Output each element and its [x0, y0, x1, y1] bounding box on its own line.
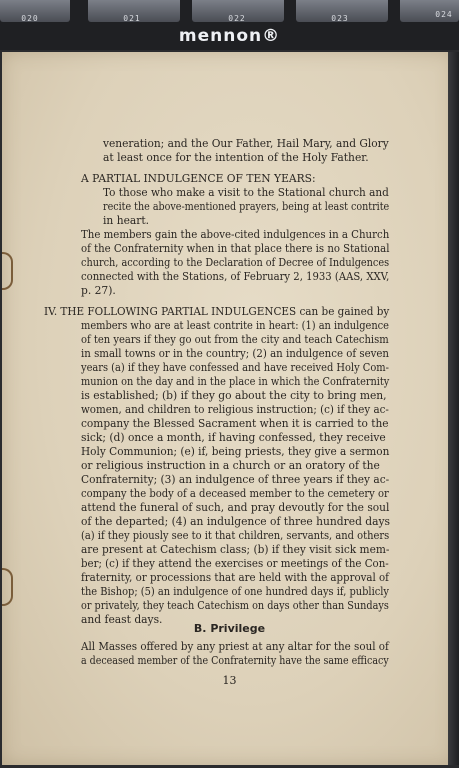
text-line: the Bishop; (5) an indulgence of one hundred days if, publicly — [81, 585, 389, 598]
text-line: The members gain the above-cited indulgences in a Church — [81, 228, 390, 241]
text-line: are present at Catechism class; (b) if they visit sick mem- — [81, 543, 390, 556]
text-line: church, according to the Declaration of Decree of Indulgences — [81, 256, 390, 269]
staple-icon — [2, 252, 13, 290]
text-line: women, and children to religious instruction; (c) if they ac- — [81, 403, 389, 416]
page-edge-shadow — [448, 52, 459, 765]
text-line: Confraternity; (3) an indulgence of three years if they ac- — [81, 473, 390, 486]
text-line: of the Confraternity when in that place there is no Stational — [81, 242, 390, 255]
text-line: All Masses offered by any priest at any altar for the soul of — [81, 640, 389, 653]
brand-logo: mennon® — [178, 26, 281, 46]
text-line: sick; (d) once a month, if having confessed, they receive — [81, 431, 386, 444]
text-line: or privately, they teach Catechism on days other than Sundays — [81, 599, 389, 612]
text-line: at least once for the intention of the Holy Father. — [103, 151, 369, 164]
text-line: attend the funeral of such, and pray devoutly for the soul — [81, 501, 390, 514]
text-line: ber; (c) if they attend the exercises or meetings of the Con- — [81, 557, 389, 570]
text-line: Holy Communion; (e) if, being priests, they give a sermon — [81, 445, 390, 458]
text-line: is established; (b) if they go about the city to bring men, — [81, 389, 387, 402]
section-subheading: A PARTIAL INDULGENCE OF TEN YEARS: — [81, 172, 316, 185]
frame-number: 020 — [21, 14, 39, 23]
frame-number: 023 — [331, 14, 349, 23]
text-line: p. 27). — [81, 284, 116, 297]
text-line: years (a) if they have confessed and have received Holy Com- — [81, 361, 389, 374]
frame-number: 024 — [435, 10, 453, 19]
text-line: munion on the day and in the place in which the Confraternity — [81, 375, 390, 388]
text-line: fraternity, or processions that are held with the approval of — [81, 571, 389, 584]
text-line: company the Blessed Sacrament when it is carried to the — [81, 417, 389, 430]
text-line: veneration; and the Our Father, Hail Mary, and Glory — [103, 137, 389, 150]
text-line: recite the above-mentioned prayers, being at least contrite — [103, 200, 390, 213]
text-line: in heart. — [103, 214, 150, 227]
frame-number: 022 — [228, 14, 246, 23]
text-line: (a) if they piously see to it that children, servants, and others — [81, 529, 390, 542]
section-heading-iv: IV. THE FOLLOWING PARTIAL INDULGENCES can be gained by — [44, 305, 390, 318]
text-line: and feast days. — [81, 613, 163, 626]
film-strip-bar — [0, 0, 459, 50]
text-line: of ten years if they go out from the city and teach Catechism — [81, 333, 389, 346]
text-line: To those who make a visit to the Stational church and — [103, 186, 389, 199]
staple-icon — [2, 568, 13, 606]
page-number: 13 — [222, 674, 237, 687]
text-line: in small towns or in the country; (2) an indulgence of seven — [81, 347, 389, 360]
text-line: a deceased member of the Confraternity have the same efficacy — [81, 654, 389, 667]
frame-number: 021 — [123, 14, 141, 23]
text-line: of the departed; (4) an indulgence of three hundred days — [81, 515, 391, 528]
section-heading-b: B. Privilege — [193, 622, 266, 635]
text-line: members who are at least contrite in heart: (1) an indulgence — [81, 319, 389, 332]
text-line: connected with the Stations, of February 2, 1933 (AAS, XXV, — [81, 270, 390, 283]
text-line: or religious instruction in a church or an oratory of the — [81, 459, 380, 472]
text-line: company the body of a deceased member to the cemetery or — [81, 487, 389, 500]
